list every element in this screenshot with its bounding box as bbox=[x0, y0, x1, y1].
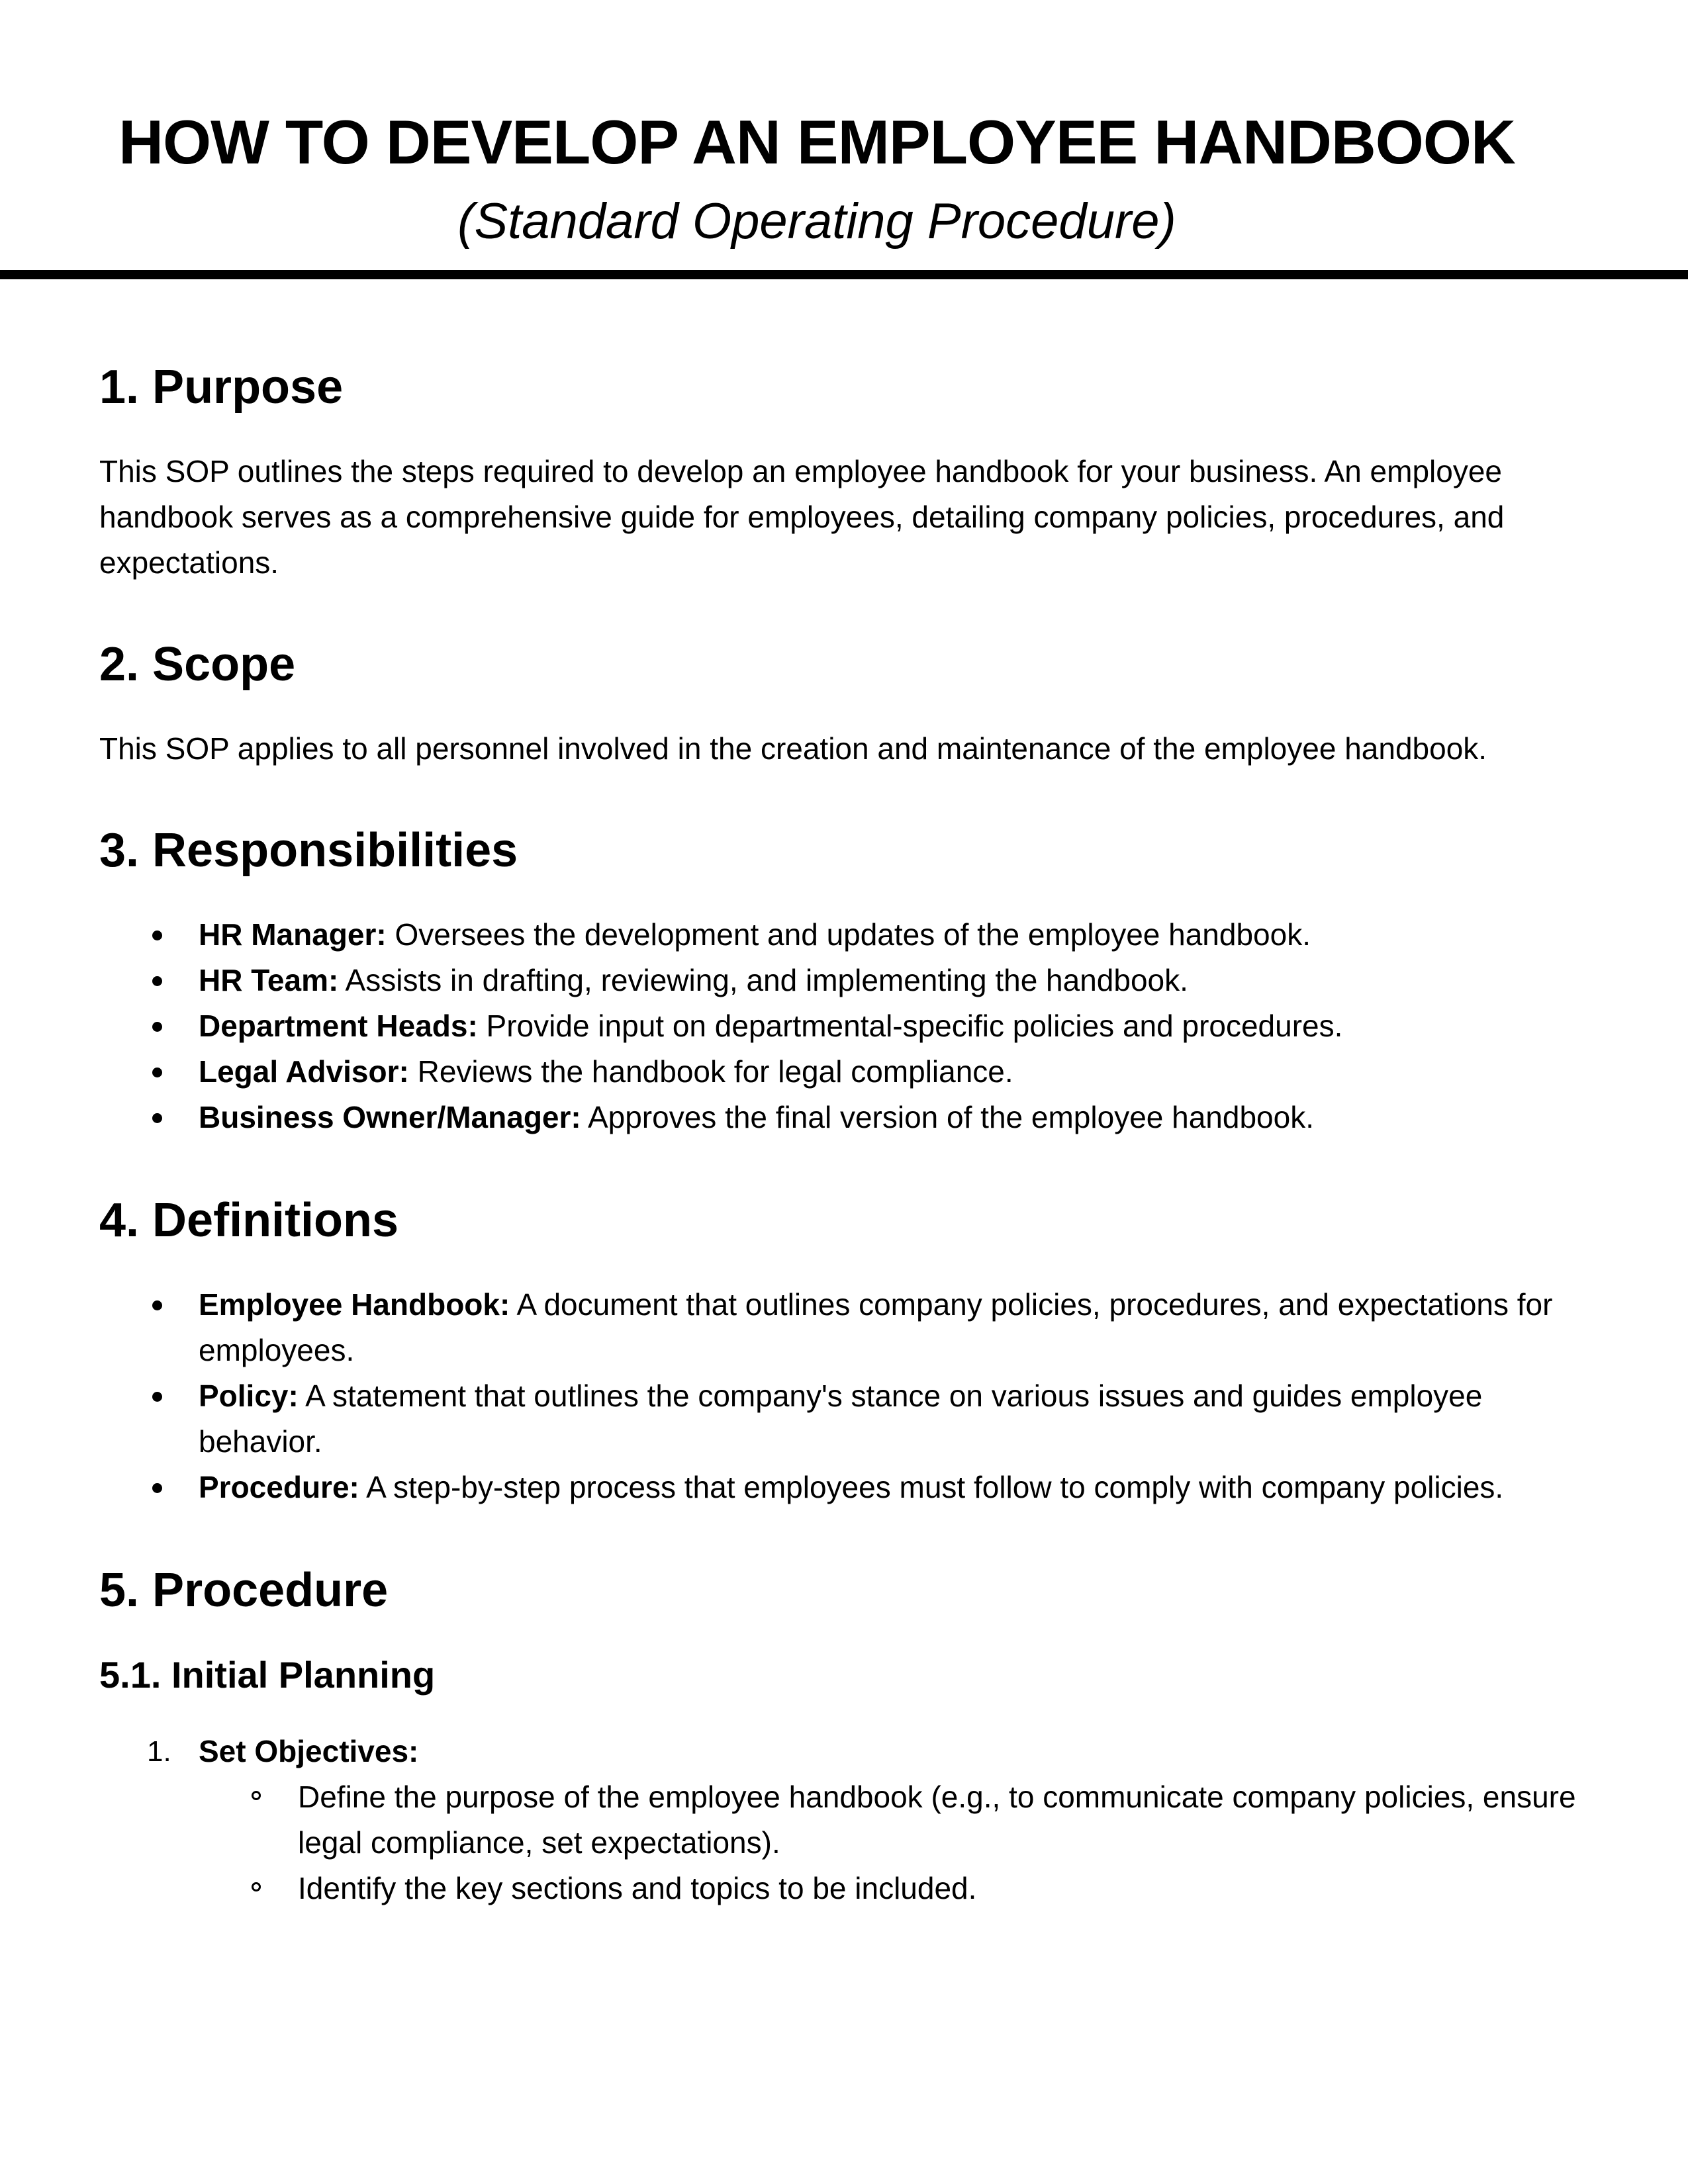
item-term: HR Team: bbox=[199, 963, 339, 997]
bullet-icon bbox=[152, 1483, 162, 1493]
step-number: 1. bbox=[147, 1735, 171, 1768]
section-heading-definitions: 4. Definitions bbox=[99, 1194, 399, 1247]
item-term: HR Manager: bbox=[199, 917, 387, 952]
document-body bbox=[99, 357, 1589, 1911]
list-item bbox=[99, 1095, 1589, 1140]
procedure-steps bbox=[99, 1729, 1589, 1911]
header-divider bbox=[0, 270, 1688, 279]
item-desc: Provide input on departmental-specific policies and procedures. bbox=[477, 1009, 1343, 1043]
list-item bbox=[99, 1049, 1589, 1095]
list-item bbox=[99, 1465, 1589, 1510]
item-desc: Assists in drafting, reviewing, and implementing the handbook. bbox=[338, 963, 1188, 997]
item-desc: A step-by-step process that employees must follow to comply with company policies. bbox=[359, 1470, 1504, 1504]
section-heading-purpose: 1. Purpose bbox=[99, 361, 344, 414]
circle-bullet-icon bbox=[252, 1791, 261, 1800]
point-text: Identify the key sections and topics to be included. bbox=[298, 1871, 977, 1905]
item-term: Business Owner/Manager: bbox=[199, 1100, 581, 1134]
item-desc: Approves the final version of the employee handbook. bbox=[581, 1100, 1314, 1134]
list-item bbox=[99, 912, 1589, 958]
item-term: Policy: bbox=[199, 1379, 299, 1413]
point-text: Define the purpose of the employee handbook (e.g., to communicate company policies, ensure legal compliance, set expectations). bbox=[298, 1780, 1576, 1860]
list-item bbox=[199, 1866, 1589, 1911]
procedure-step bbox=[99, 1729, 1589, 1911]
item-desc: Oversees the development and updates of the employee handbook. bbox=[386, 917, 1311, 952]
section-purpose bbox=[99, 357, 1589, 586]
item-desc: Reviews the handbook for legal compliance. bbox=[408, 1054, 1013, 1089]
step-points bbox=[199, 1774, 1589, 1911]
section-scope bbox=[99, 635, 1589, 772]
section-heading-scope: 2. Scope bbox=[99, 638, 296, 691]
item-desc: A statement that outlines the company's stance on various issues and guides employee behavior. bbox=[199, 1379, 1483, 1459]
section-responsibilities bbox=[99, 821, 1589, 1140]
list-item bbox=[99, 958, 1589, 1003]
subsection-heading-initial-planning: 5.1. Initial Planning bbox=[99, 1654, 436, 1696]
definitions-list bbox=[99, 1282, 1589, 1510]
item-term: Employee Handbook: bbox=[199, 1287, 510, 1322]
bullet-icon bbox=[152, 1392, 162, 1402]
section-definitions bbox=[99, 1191, 1589, 1510]
purpose-text: This SOP outlines the steps required to develop an employee handbook for your business. An employee handbook serves as a comprehensive guide for employees, detailing company policies, procedures, and expectations. bbox=[99, 454, 1505, 580]
document-title: HOW TO DEVELOP AN EMPLOYEE HANDBOOK bbox=[118, 107, 1515, 177]
item-term: Legal Advisor: bbox=[199, 1054, 409, 1089]
item-desc: A document that outlines company policies, procedures, and expectations for employees. bbox=[199, 1287, 1553, 1367]
item-term: Department Heads: bbox=[199, 1009, 478, 1043]
document-subtitle: (Standard Operating Procedure) bbox=[457, 193, 1176, 250]
bullet-icon bbox=[152, 1300, 162, 1310]
section-heading-procedure: 5. Procedure bbox=[99, 1564, 389, 1617]
list-item bbox=[199, 1774, 1589, 1866]
bullet-icon bbox=[152, 1022, 162, 1032]
document-header bbox=[0, 0, 1688, 285]
section-procedure bbox=[99, 1561, 1589, 1911]
item-term: Procedure: bbox=[199, 1470, 359, 1504]
circle-bullet-icon bbox=[252, 1882, 261, 1891]
list-item bbox=[99, 1373, 1589, 1465]
scope-text: This SOP applies to all personnel involved in the creation and maintenance of the employee handbook. bbox=[99, 731, 1487, 766]
bullet-icon bbox=[152, 931, 162, 940]
responsibilities-list bbox=[99, 912, 1589, 1140]
list-item bbox=[99, 1282, 1589, 1373]
section-heading-responsibilities: 3. Responsibilities bbox=[99, 824, 518, 877]
bullet-icon bbox=[152, 976, 162, 986]
bullet-icon bbox=[152, 1068, 162, 1077]
bullet-icon bbox=[152, 1113, 162, 1123]
step-label: Set Objectives: bbox=[199, 1734, 419, 1768]
list-item bbox=[99, 1003, 1589, 1049]
